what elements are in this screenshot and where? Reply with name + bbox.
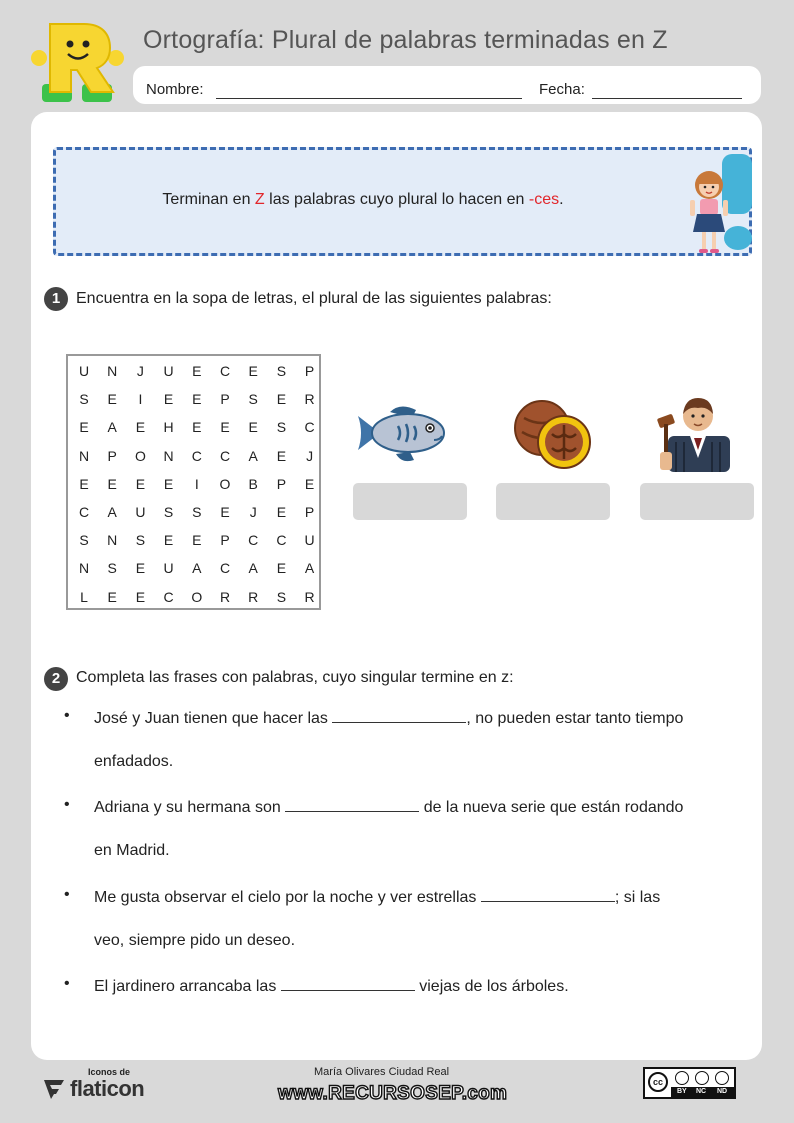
- question-2-text: Completa las frases con palabras, cuyo singular termine en z:: [76, 669, 514, 686]
- grid-cell[interactable]: C: [276, 532, 287, 549]
- cc-nc-label: NC: [696, 1088, 707, 1095]
- grid-cell[interactable]: E: [276, 391, 287, 408]
- grid-cell[interactable]: E: [276, 560, 287, 577]
- grid-cell[interactable]: C: [163, 588, 174, 605]
- grid-cell[interactable]: I: [194, 475, 199, 492]
- sentence-3: Me gusta observar el cielo por la noche y ver estrellas ; si las: [94, 889, 661, 906]
- flaticon-logo-icon: [42, 1078, 66, 1100]
- sentence-2: Adriana y su hermana son de la nueva serie que están rodando: [94, 799, 684, 816]
- word-search-grid[interactable]: [66, 354, 321, 610]
- date-line[interactable]: [592, 98, 742, 99]
- walnut-icon: [512, 398, 594, 472]
- grid-cell[interactable]: E: [192, 391, 202, 408]
- grid-cell[interactable]: S: [107, 560, 117, 577]
- bullet: •: [64, 886, 70, 903]
- grid-cell[interactable]: C: [219, 447, 231, 464]
- question-2-number: 2: [44, 667, 68, 691]
- grid-cell[interactable]: J: [249, 504, 257, 520]
- creative-commons-badge: [643, 1067, 736, 1099]
- grid-cell[interactable]: O: [219, 475, 231, 492]
- grid-cell[interactable]: J: [306, 447, 314, 464]
- cc-icon: cc: [648, 1072, 668, 1092]
- grid-cell[interactable]: E: [304, 475, 315, 492]
- grid-cell[interactable]: S: [79, 391, 89, 408]
- grid-cell[interactable]: S: [276, 588, 287, 605]
- page-title: Ortografía: Plural de palabras terminadas en Z: [143, 26, 668, 54]
- flaticon-brand: flaticon: [70, 1076, 145, 1101]
- grid-cell[interactable]: S: [79, 532, 89, 549]
- grid-cell[interactable]: S: [135, 532, 146, 549]
- grid-cell[interactable]: S: [163, 504, 174, 520]
- grid-cell[interactable]: U: [163, 363, 174, 379]
- grid-cell[interactable]: C: [219, 363, 231, 379]
- grid-cell[interactable]: E: [192, 363, 202, 379]
- grid-cell[interactable]: E: [135, 475, 146, 492]
- grid-cell[interactable]: N: [107, 532, 118, 549]
- grid-cell[interactable]: L: [80, 588, 88, 605]
- grid-cell[interactable]: E: [276, 447, 287, 464]
- grid-cell[interactable]: I: [138, 391, 143, 408]
- grid-cell[interactable]: C: [304, 419, 315, 436]
- grid-cell[interactable]: E: [79, 419, 89, 436]
- blank-2[interactable]: [285, 797, 419, 812]
- grid-cell[interactable]: E: [192, 419, 202, 436]
- grid-cell[interactable]: E: [107, 475, 117, 492]
- grid-cell[interactable]: P: [107, 447, 117, 464]
- blank-1[interactable]: [332, 708, 466, 723]
- question-1-number: 1: [44, 287, 68, 311]
- grid-cell[interactable]: R: [248, 588, 259, 605]
- grid-cell[interactable]: C: [191, 447, 202, 464]
- grid-cell[interactable]: R: [304, 391, 315, 408]
- sentence-4: El jardinero arrancaba las viejas de los árboles.: [94, 978, 569, 995]
- grid-cell[interactable]: R: [304, 588, 315, 605]
- bullet: •: [64, 975, 70, 992]
- grid-cell[interactable]: E: [220, 419, 230, 436]
- logo-mascot: [30, 20, 125, 104]
- grid-cell[interactable]: C: [248, 532, 259, 549]
- grid-cell[interactable]: A: [192, 560, 202, 577]
- answer-box-fish[interactable]: [353, 483, 467, 520]
- cc-nd-label: ND: [717, 1088, 728, 1095]
- grid-cell[interactable]: P: [220, 532, 230, 549]
- grid-cell[interactable]: S: [192, 504, 202, 520]
- name-line[interactable]: [216, 98, 522, 99]
- grid-cell[interactable]: P: [276, 475, 287, 492]
- grid-cell[interactable]: P: [220, 391, 230, 408]
- grid-cell[interactable]: A: [248, 447, 258, 464]
- grid-cell[interactable]: O: [191, 588, 203, 605]
- grid-cell[interactable]: U: [78, 363, 90, 379]
- sentence-1: José y Juan tienen que hacer las , no pueden estar tanto tiempo: [94, 710, 684, 727]
- icons-label: Iconos de: [88, 1067, 131, 1077]
- grid-cell[interactable]: U: [135, 504, 146, 520]
- grid-cell[interactable]: E: [79, 475, 89, 492]
- grid-cell[interactable]: S: [276, 363, 287, 379]
- grid-cell[interactable]: E: [135, 419, 146, 436]
- grid-cell[interactable]: N: [78, 560, 90, 577]
- nc-dollar-icon: [695, 1071, 709, 1085]
- grid-cell[interactable]: O: [134, 447, 146, 464]
- grid-cell[interactable]: A: [107, 419, 117, 436]
- grid-cell[interactable]: E: [163, 532, 174, 549]
- bullet: •: [64, 796, 70, 813]
- girl-exclamation-icon: [682, 150, 758, 256]
- grid-cell[interactable]: B: [248, 475, 258, 492]
- author-credit: María Olivares Ciudad Real: [314, 1066, 450, 1078]
- sentence-1-line-2: enfadados.: [94, 753, 174, 770]
- grid-cell[interactable]: A: [304, 560, 315, 577]
- fish-icon: [354, 402, 450, 464]
- grid-cell[interactable]: E: [163, 391, 174, 408]
- question-1-text: Encuentra en la sopa de letras, el plural de las siguientes palabras:: [76, 290, 552, 307]
- grid-cell[interactable]: U: [304, 532, 315, 549]
- grid-cell[interactable]: A: [248, 560, 258, 577]
- name-label: Nombre:: [146, 81, 204, 98]
- grid-cell[interactable]: H: [163, 419, 174, 436]
- grid-cell[interactable]: J: [136, 363, 144, 379]
- date-label: Fecha:: [539, 81, 585, 98]
- grid-cell[interactable]: E: [135, 588, 146, 605]
- grid-cell[interactable]: N: [78, 447, 90, 464]
- grid-cell[interactable]: C: [219, 560, 231, 577]
- svg-text:R: R: [30, 20, 31, 21]
- grid-cell[interactable]: E: [163, 475, 174, 492]
- grid-cell[interactable]: E: [248, 419, 258, 436]
- grid-cell[interactable]: U: [163, 560, 174, 577]
- grid-cell[interactable]: N: [107, 363, 118, 379]
- name-date-bar: [133, 66, 761, 104]
- grid-cell[interactable]: N: [163, 447, 174, 464]
- grid-cell[interactable]: P: [304, 504, 315, 520]
- blank-3[interactable]: [481, 887, 615, 902]
- grid-cell[interactable]: S: [248, 391, 258, 408]
- grid-cell[interactable]: R: [219, 588, 231, 605]
- bullet: •: [64, 707, 70, 724]
- answer-box-judge[interactable]: [640, 483, 754, 520]
- grid-cell[interactable]: E: [107, 588, 117, 605]
- grid-cell[interactable]: P: [304, 363, 315, 379]
- site-url[interactable]: www.RECURSOSEP.com: [278, 1083, 508, 1104]
- sentence-2-line-2: en Madrid.: [94, 842, 170, 859]
- cc-by-label: BY: [677, 1088, 687, 1095]
- grid-cell[interactable]: E: [192, 532, 202, 549]
- grid-cell[interactable]: E: [220, 504, 230, 520]
- nd-equals-icon: [715, 1071, 729, 1085]
- sentence-3-line-2: veo, siempre pido un deseo.: [94, 932, 296, 949]
- blank-4[interactable]: [281, 976, 415, 991]
- grid-cell[interactable]: E: [107, 391, 117, 408]
- rule-text: Terminan en Z las palabras cuyo plural lo hacen en -ces.: [162, 191, 564, 208]
- grid-cell[interactable]: E: [276, 504, 287, 520]
- judge-icon: [654, 394, 734, 474]
- grid-cell[interactable]: C: [78, 504, 90, 520]
- answer-box-walnut[interactable]: [496, 483, 610, 520]
- by-person-icon: [675, 1071, 689, 1085]
- grid-cell[interactable]: A: [107, 504, 117, 520]
- grid-cell[interactable]: E: [248, 363, 258, 379]
- grid-cell[interactable]: S: [276, 419, 287, 436]
- grid-cell[interactable]: E: [135, 560, 146, 577]
